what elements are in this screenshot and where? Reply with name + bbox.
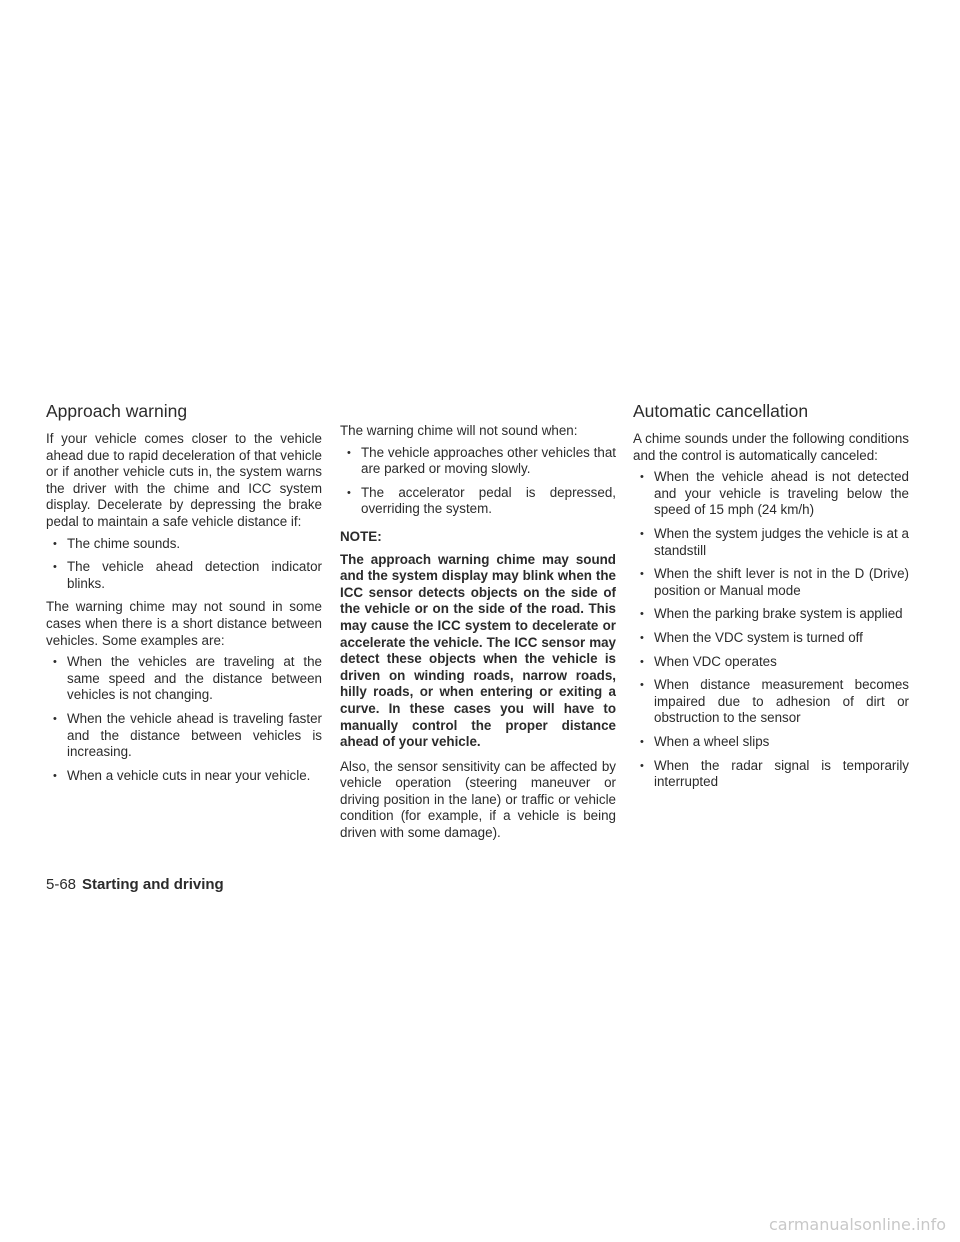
list-item: • When the shift lever is not in the D (Drive) position or Manual mode	[633, 566, 909, 599]
list-item: • When distance measurement becomes impaired due to adhesion of dirt or obstruction to the sensor	[633, 677, 909, 727]
list-item: • When the parking brake system is applied	[633, 606, 909, 623]
list-item: • When the vehicle ahead is traveling faster and the distance between vehicles is increasing.	[46, 711, 322, 761]
page-footer	[46, 876, 224, 894]
section-title: Starting and driving	[82, 876, 224, 893]
list-item: • When VDC operates	[633, 654, 909, 671]
chime-intro: The warning chime will not sound when:	[340, 423, 578, 438]
approach-intro: If your vehicle comes closer to the vehicle ahead due to rapid deceleration of that vehicle or if another vehicle cuts in, the system warns the driver with the chime and ICC system display. Decelerate by depressing the brake pedal to maintain a safe vehicle distance if:	[46, 431, 322, 529]
column-chime	[340, 400, 616, 847]
approach-para2: The warning chime may not sound in some cases when there is a short distance between vehicles. Some examples are:	[46, 599, 322, 648]
heading-approach-warning: Approach warning	[46, 401, 188, 421]
list-item: • The vehicle ahead detection indicator blinks.	[46, 559, 322, 592]
approach-conditions-list	[46, 536, 322, 593]
list-item: • When the vehicle ahead is not detected and your vehicle is traveling below the speed of 15 mph (24 km/h)	[633, 469, 909, 519]
heading-automatic-cancellation: Automatic cancellation	[633, 401, 809, 421]
list-item: • When the vehicles are traveling at the same speed and the distance between vehicles is not changing.	[46, 654, 322, 704]
column-automatic-cancellation	[633, 400, 909, 798]
list-item: • When a vehicle cuts in near your vehicle.	[46, 768, 322, 785]
page-number: 5-68	[46, 876, 77, 893]
sensitivity-text: Also, the sensor sensitivity can be affected by vehicle operation (steering maneuver or driving position in the lane) or traffic or vehicle condition (for example, if a vehicle is being driven with some damage).	[340, 758, 616, 841]
list-item: • When the VDC system is turned off	[633, 630, 909, 647]
list-item: • The chime sounds.	[46, 536, 322, 553]
note-text: The approach warning chime may sound and the system display may blink when the ICC sensor detects objects on the side of the vehicle or on the side of the road. This may cause the ICC system to decelerate or accelerate the vehicle. The ICC sensor may detect these objects when the vehicle is driven on winding roads, narrow roads, hilly roads, or when entering or exiting a curve. In these cases you will have to manually control the proper distance ahead of your vehicle.	[340, 551, 616, 750]
list-item: • The accelerator pedal is depressed, overriding the system.	[340, 485, 616, 518]
cancel-intro: A chime sounds under the following conditions and the control is automatically canceled:	[633, 431, 909, 463]
approach-examples-list	[46, 654, 322, 784]
list-item: • When the system judges the vehicle is at a standstill	[633, 526, 909, 559]
note-label: NOTE:	[340, 528, 382, 544]
cancel-list	[633, 469, 909, 791]
chime-list	[340, 445, 616, 518]
watermark: carmanualsonline.info	[768, 1215, 946, 1234]
column-approach-warning	[46, 400, 322, 791]
list-item: • The vehicle approaches other vehicles that are parked or moving slowly.	[340, 445, 616, 478]
list-item: • When a wheel slips	[633, 734, 909, 751]
list-item: • When the radar signal is temporarily interrupted	[633, 758, 909, 791]
